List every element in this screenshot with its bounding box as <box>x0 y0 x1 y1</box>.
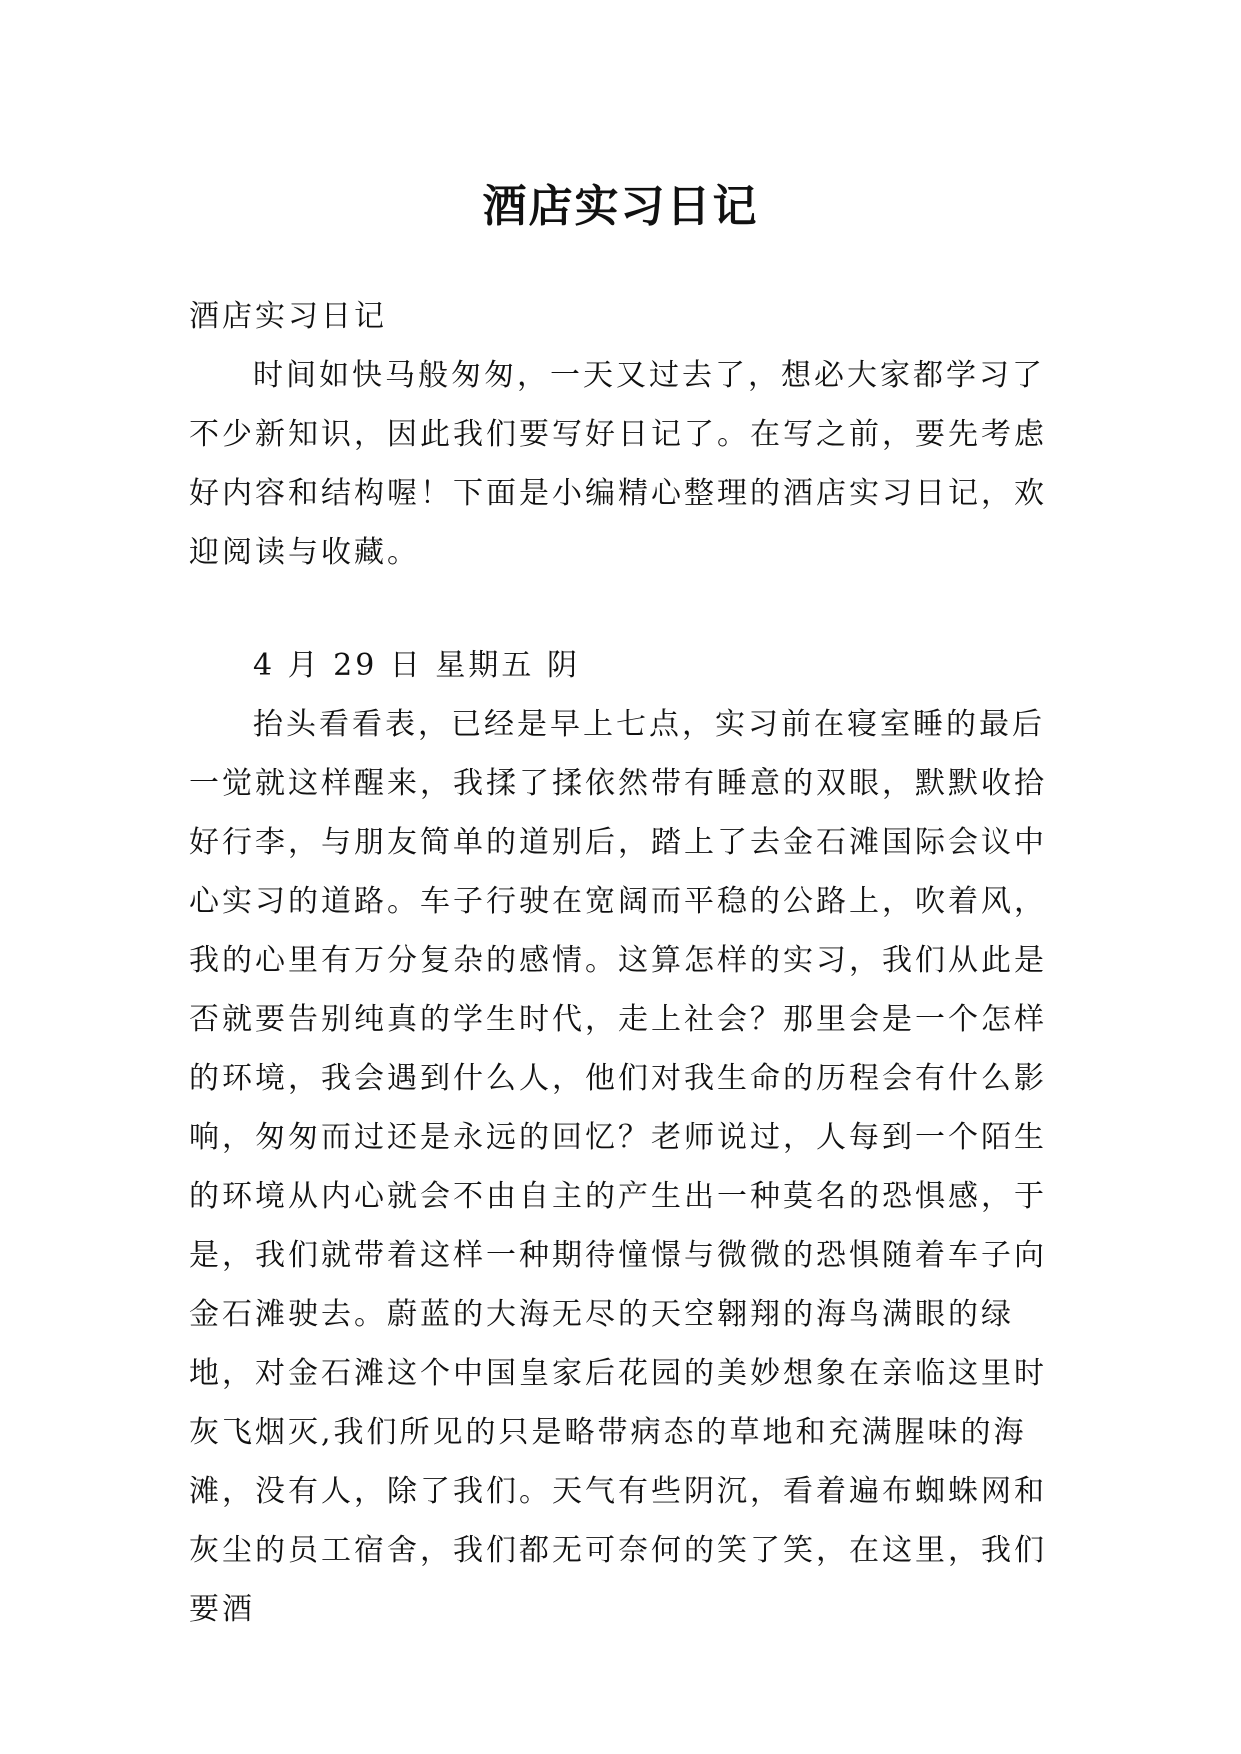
diary-date-line: 4 月 29 日 星期五 阴 <box>253 648 580 683</box>
document-title: 酒店实习日记 <box>482 181 759 233</box>
diary-entry-paragraph: 抬头看看表，已经是早上七点，实习前在寝室睡的最后一觉就这样醒来，我揉了揉依然带有睡意的双眼，默默收拾好行李，与朋友简单的道别后，踏上了去金石滩国际会议中心实习的道路。车子行驶在宽阔而平稳的公路上，吹着风，我的心里有万分复杂的感情。这算怎样的实习，我们从此是否就要告别纯真的学生时代，走上社会？那里会是一个怎样的环境，我会遇到什么人，他们对我生命的历程会有什么影响，匆匆而过还是永远的回忆？老师说过，人每到一个陌生的环境从内心就会不由自主的产生出一种莫名的恐惧感，于是，我们就带着这样一种期待憧憬与微微的恐惧随着车子向金石滩驶去。蔚蓝的大海无尽的天空翱翔的海鸟满眼的绿地，对金石滩这个中国皇家后花园的美妙想象在亲临这里时灰飞烟灭,我们所见的只是略带病态的草地和充满腥味的海滩，没有人，除了我们。天气有些阴沉，看着遍布蜘蛛网和灰尘的员工宿舍，我们都无可奈何的笑了笑，在这里，我们要酒 <box>189 707 1047 1627</box>
intro-paragraph: 时间如快马般匆匆，一天又过去了，想必大家都学习了不少新知识，因此我们要写好日记了。在写之前，要先考虑好内容和结构喔！下面是小编精心整理的酒店实习日记，欢迎阅读与收藏。 <box>189 358 1047 570</box>
document-subheading: 酒店实习日记 <box>189 299 387 334</box>
